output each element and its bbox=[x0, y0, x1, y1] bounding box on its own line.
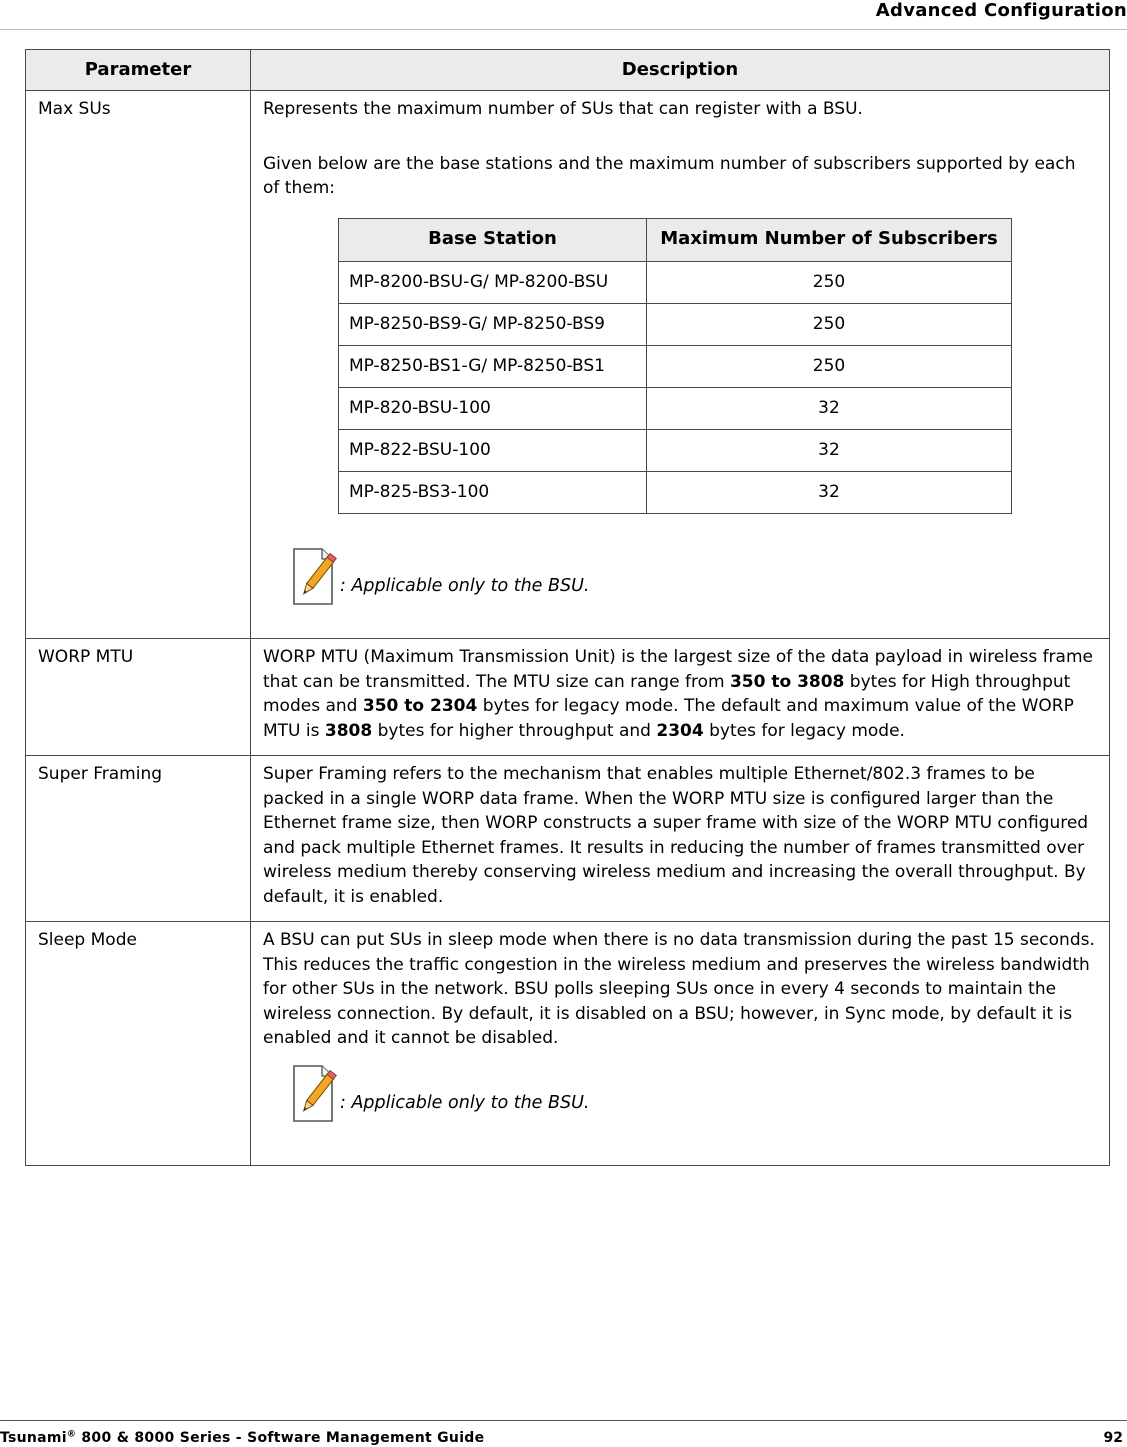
table-row bbox=[339, 345, 1012, 387]
max-subscribers-cell: 32 bbox=[647, 387, 1012, 429]
description-text: Super Framing refers to the mechanism that enables multiple Ethernet/802.3 frames to be packed in a single WORP data frame. When the WORP MTU size is configured larger than the Ethernet frame size, then WORP constructs a super frame with size of the WORP MTU configured and pack multiple Ethernet frames. It results in reducing the number of frames transmitted over wireless medium thereby conserving wireless medium and increasing the overall throughput. By default, it is enabled. bbox=[263, 764, 1089, 907]
bold-value: 350 to 3808 bbox=[729, 671, 845, 692]
text-run: WORP MTU (Maximum Transmission Unit) is the largest size of the data payload in wireless frame that can be transmitted. The MTU size can range from bbox=[263, 647, 1093, 692]
header-divider bbox=[0, 29, 1127, 30]
note bbox=[288, 1063, 1095, 1125]
parameter-cell: Sleep Mode bbox=[26, 922, 251, 1166]
text-run: bytes for legacy mode. bbox=[703, 720, 905, 741]
description-cell bbox=[251, 91, 1110, 639]
description-cell bbox=[251, 922, 1110, 1166]
bold-value: 2304 bbox=[656, 720, 704, 741]
description-cell bbox=[251, 756, 1110, 922]
table-row bbox=[26, 922, 1110, 1166]
registered-mark: ® bbox=[66, 1429, 77, 1440]
description-text: A BSU can put SUs in sleep mode when there is no data transmission during the past 15 seconds. This reduces the traffic congestion in the wireless medium and preserves the wireless bandwidth for other SUs in the network. BSU polls sleeping SUs once in every 4 seconds to maintain the wireless connection. By default, it is disabled on a BSU; however, in Sync mode, by default it is enabled and it cannot be disabled. bbox=[263, 930, 1095, 1048]
parameter-table bbox=[25, 49, 1110, 1166]
description-text: Represents the maximum number of SUs that can register with a BSU. bbox=[263, 99, 863, 119]
description-cell bbox=[251, 639, 1110, 756]
base-station-cell: MP-820-BSU-100 bbox=[339, 387, 647, 429]
max-subscribers-cell: 250 bbox=[647, 261, 1012, 303]
pencil-note-icon bbox=[288, 546, 340, 608]
table-row bbox=[26, 756, 1110, 922]
note-text: : Applicable only to the BSU. bbox=[340, 1092, 590, 1113]
footer-guide-name: 800 & 8000 Series - Software Management Guide bbox=[76, 1430, 485, 1446]
parameter-cell: Max SUs bbox=[26, 91, 251, 639]
table-row bbox=[26, 91, 1110, 639]
table-row bbox=[339, 471, 1012, 513]
max-subscribers-cell: 250 bbox=[647, 345, 1012, 387]
table-row bbox=[339, 261, 1012, 303]
max-subscribers-cell: 250 bbox=[647, 303, 1012, 345]
base-station-table bbox=[338, 218, 1012, 514]
text-run: bytes for higher throughput and bbox=[372, 720, 657, 741]
note-text: : Applicable only to the BSU. bbox=[340, 575, 590, 596]
max-subscribers-cell: 32 bbox=[647, 471, 1012, 513]
table-row bbox=[339, 429, 1012, 471]
base-station-cell: MP-8200-BSU-G/ MP-8200-BSU bbox=[339, 261, 647, 303]
page-header-title: Advanced Configuration bbox=[875, 0, 1127, 21]
table-row bbox=[26, 639, 1110, 756]
base-station-cell: MP-8250-BS1-G/ MP-8250-BS1 bbox=[339, 345, 647, 387]
base-station-cell: MP-822-BSU-100 bbox=[339, 429, 647, 471]
column-header-parameter: Parameter bbox=[26, 50, 251, 91]
footer-divider bbox=[0, 1420, 1127, 1421]
base-station-cell: MP-825-BS3-100 bbox=[339, 471, 647, 513]
page-number: 92 bbox=[1103, 1430, 1123, 1446]
parameter-cell: Super Framing bbox=[26, 756, 251, 922]
note bbox=[288, 546, 1095, 608]
column-header-max-subscribers: Maximum Number of Subscribers bbox=[647, 218, 1012, 261]
pencil-note-icon bbox=[288, 1063, 340, 1125]
max-subscribers-cell: 32 bbox=[647, 429, 1012, 471]
column-header-description: Description bbox=[251, 50, 1110, 91]
table-row bbox=[339, 303, 1012, 345]
table-row bbox=[339, 387, 1012, 429]
footer-guide-title bbox=[0, 1429, 484, 1447]
column-header-base-station: Base Station bbox=[339, 218, 647, 261]
description-text: Given below are the base stations and the maximum number of subscribers supported by each of them: bbox=[263, 153, 1076, 198]
footer-brand: Tsunami bbox=[0, 1430, 67, 1446]
description-text bbox=[263, 645, 1095, 743]
text-run: bytes for High throughput modes and bbox=[263, 671, 1071, 716]
parameter-cell: WORP MTU bbox=[26, 639, 251, 756]
text-run: bytes for legacy mode. The default and maximum value of the WORP MTU is bbox=[263, 696, 1074, 741]
bold-value: 350 to 2304 bbox=[362, 696, 478, 716]
subtable-header-row bbox=[339, 218, 1012, 261]
base-station-cell: MP-8250-BS9-G/ MP-8250-BS9 bbox=[339, 303, 647, 345]
bold-value: 3808 bbox=[324, 720, 373, 741]
table-header-row bbox=[26, 50, 1110, 91]
